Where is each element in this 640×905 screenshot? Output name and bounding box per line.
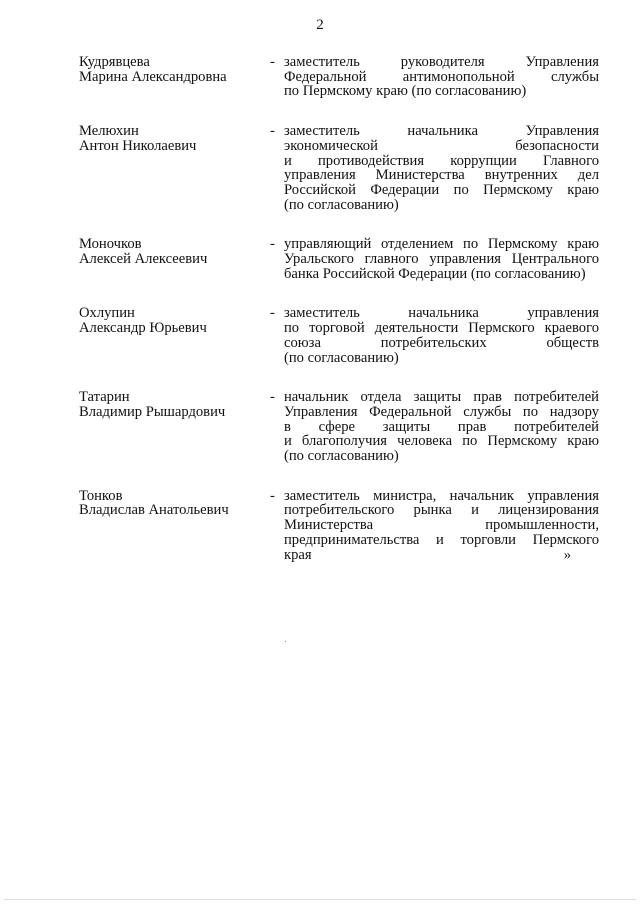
description-line: экономической безопасности	[284, 138, 599, 154]
surname: Мелюхин	[79, 123, 139, 140]
description-line: заместитель начальника Управления	[284, 124, 599, 139]
position-description	[284, 55, 599, 99]
given-name: Марина Александровна	[79, 68, 227, 85]
description-line: заместитель начальника управления	[284, 306, 599, 322]
surname: Охлупин	[79, 305, 135, 322]
person-name	[79, 306, 264, 335]
list-item	[0, 390, 640, 464]
description-line: по торговой деятельности Пермского краевого	[284, 321, 599, 336]
description-line: (по согласованию)	[284, 197, 399, 213]
description-line: и противодействия коррупции Главного	[284, 153, 599, 169]
position-description	[284, 306, 599, 365]
person-name	[79, 124, 264, 153]
list-item	[0, 489, 640, 563]
description-line: управления Министерства внутренних дел	[284, 168, 599, 183]
description-line: Российской Федерации по Пермскому краю	[284, 182, 599, 198]
description-line: по Пермскому краю (по согласованию)	[284, 84, 527, 100]
list-item	[0, 306, 640, 365]
description-line: (по согласованию)	[284, 350, 399, 366]
surname: Моночков	[79, 236, 142, 253]
description-line: потребительского рынка и лицензирования	[284, 503, 599, 519]
description-line: (по согласованию)	[284, 449, 399, 464]
position-description	[284, 124, 599, 212]
given-name: Владислав Анатольевич	[79, 502, 229, 519]
description-line: союза потребительских обществ	[284, 335, 599, 351]
given-name: Владимир Рышардович	[79, 403, 226, 420]
description-line: заместитель руководителя Управления	[284, 55, 599, 70]
person-name	[79, 390, 264, 419]
description-line: банка Российской Федерации (по согласованию)	[284, 266, 586, 282]
dash: -	[270, 54, 275, 70]
dash: -	[270, 389, 275, 406]
given-name: Александр Юрьевич	[79, 320, 207, 337]
scan-mark	[285, 641, 286, 642]
dash: -	[270, 305, 275, 322]
list-item	[0, 55, 640, 99]
dash: -	[270, 487, 275, 504]
description-line: управляющий отделением по Пермскому краю	[284, 237, 599, 253]
description-line: Управления Федеральной службы по надзору	[284, 404, 599, 420]
page-number: 2	[316, 17, 324, 33]
member-list	[0, 55, 640, 562]
dash: -	[270, 236, 275, 253]
description-line: края »	[284, 547, 571, 563]
description-line: и благополучия человека по Пермскому краю	[284, 434, 599, 450]
dash: -	[270, 123, 275, 140]
description-line: заместитель министра, начальник управления	[284, 488, 599, 504]
given-name: Антон Николаевич	[79, 137, 197, 154]
description-line: предпринимательства и торговли Пермского	[284, 532, 599, 548]
person-name	[79, 489, 264, 518]
given-name: Алексей Алексеевич	[79, 251, 208, 268]
surname: Кудрявцева	[79, 54, 150, 70]
list-item	[0, 124, 640, 212]
description-line: Министерства промышленности,	[284, 518, 599, 533]
page-edge-rule	[4, 899, 636, 900]
description-line: в сфере защиты прав потребителей	[284, 419, 599, 435]
list-item	[0, 237, 640, 281]
description-line: Уральского главного управления Центрального	[284, 252, 599, 267]
position-description	[284, 237, 599, 281]
surname: Татарин	[79, 389, 130, 406]
description-line: начальник отдела защиты прав потребителей	[284, 390, 599, 405]
position-description	[284, 489, 599, 563]
surname: Тонков	[79, 487, 123, 504]
person-name	[79, 237, 264, 266]
position-description	[284, 390, 599, 464]
description-line: Федеральной антимонопольной службы	[284, 69, 599, 85]
person-name	[79, 55, 264, 84]
